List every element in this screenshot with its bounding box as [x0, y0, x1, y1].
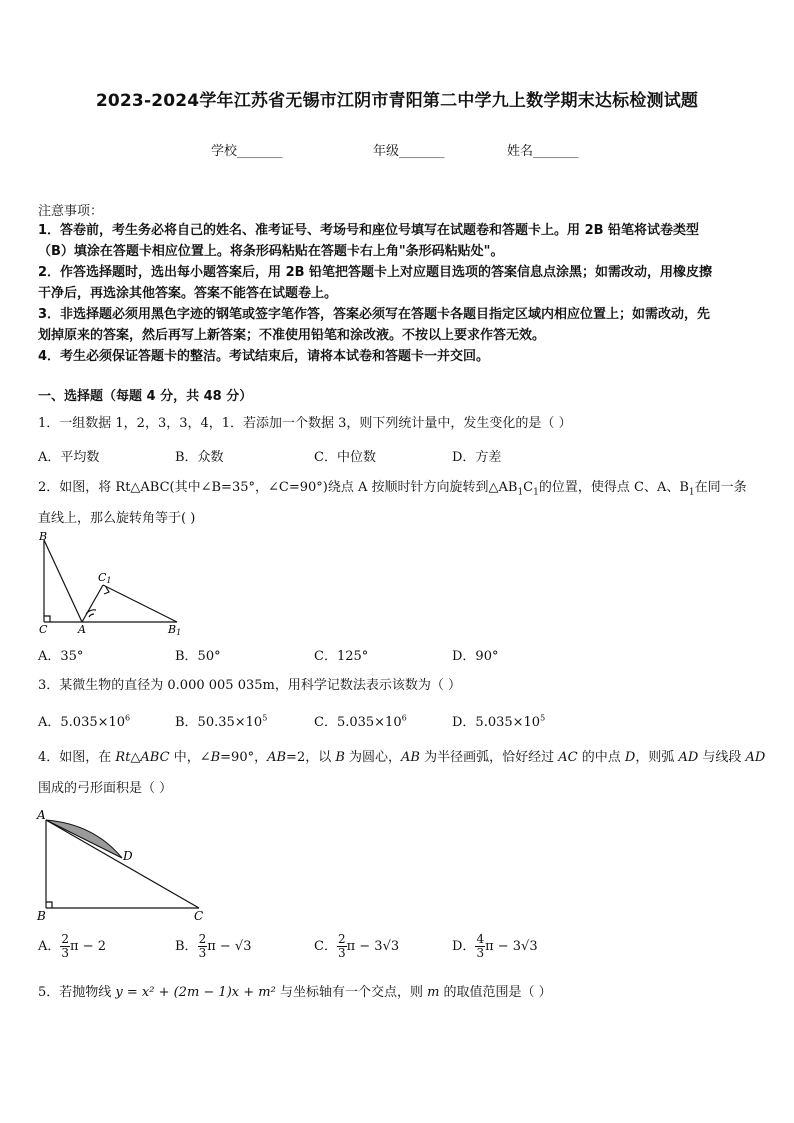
q2-side-ba [44, 540, 82, 622]
name-field: 姓名_______ [507, 144, 579, 159]
section-heading: 一、选择题（每题 4 分，共 48 分） [38, 389, 253, 404]
q2-rotation-arc-inner [89, 614, 94, 617]
question-4-stem-line-2: 围成的弓形面积是（ ） [38, 781, 173, 796]
q3-option-a: A．$5.035\times 10^6$ [38, 713, 131, 730]
notice-line-5: 3．非选择题必须用黑色字迹的钢笔或签字笔作答，答案必须写在答题卡各题目指定区域内相应位置上；如需改动，先 [38, 307, 711, 322]
q2-label-c: C [39, 623, 48, 636]
q3-option-b: B．$50.35\times 10^5$ [175, 713, 268, 730]
q1-option-d: D．方差 [452, 450, 502, 465]
q3-option-c: C．$5.035\times 10^6$ [314, 713, 407, 730]
q4-option-c: C． $\frac{2}{3}$ π − 3√3 [314, 932, 400, 960]
question-2-stem-line-2: 直线上，那么旋转角等于( ) [38, 511, 196, 526]
notice-line-1: 1．答卷前，考生务必将自己的姓名、准考证号、考场号和座位号填写在试题卷和答题卡上。用 2B 铅笔将试卷类型 [38, 223, 700, 238]
q4-side-ac [46, 820, 199, 908]
q2-option-a: A．35° [38, 649, 84, 664]
q4-shaded-segment [46, 820, 122, 858]
question-1-stem: 1．一组数据 1，2，3，3，4，1．若添加一个数据 3，则下列统计量中，发生变化的是（ ） [38, 416, 572, 431]
q2-label-b1: B1 [168, 623, 182, 637]
notice-line-3: 2．作答选择题时，选出每小题答案后，用 2B 铅笔把答题卡上对应题目选项的答案信息点涂黑；如需改动，用橡皮擦 [38, 265, 713, 280]
q4-option-d: D． $\frac{4}{3}$ π − 3√3 [452, 932, 538, 960]
notice-heading: 注意事项： [38, 204, 104, 219]
question-3-stem: 3．某微生物的直径为 0.000 005 035m，用科学记数法表示该数为（ ） [38, 678, 461, 693]
grade-field: 年级_______ [373, 144, 445, 159]
page-title: 2023-2024学年江苏省无锡市江阴市青阳第二中学九上数学期末达标检测试题 [95, 91, 699, 111]
question-5-stem: 5．若抛物线 y = x² + (2m − 1)x + m² 与坐标轴有一个交点，则 m 的取值范围是（ ） [38, 985, 552, 1000]
q4-option-a: A． $\frac{2}{3}$ π − 2 [38, 932, 107, 960]
notice-line-4: 干净后，再选涂其他答案。答案不能答在试题卷上。 [38, 286, 338, 301]
q4-option-b: B． $\frac{2}{3}$ π − √3 [175, 932, 252, 960]
notice-line-2: （B）填涂在答题卡相应位置上。将条形码粘贴在答题卡右上角"条形码粘贴处"。 [38, 244, 504, 259]
q2-right-angle-c [44, 616, 50, 622]
q4-figure [34, 808, 214, 926]
notice-line-7: 4．考生必须保证答题卡的整洁。考试结束后，请将本试卷和答题卡一并交回。 [38, 349, 490, 364]
q4-label-c: C [194, 909, 204, 923]
q2-option-d: D．90° [452, 649, 499, 664]
q2-side-c1b1 [103, 585, 177, 622]
q1-option-a: A．平均数 [38, 450, 100, 465]
q2-option-b: B．50° [175, 649, 221, 664]
q2-option-c: C．125° [314, 649, 369, 664]
q2-label-a: A [78, 623, 86, 636]
q1-option-c: C．中位数 [314, 450, 376, 465]
q3-option-d: D．$5.035\times 10^5$ [452, 713, 546, 730]
q4-label-b: B [37, 909, 46, 923]
q1-option-b: B．众数 [175, 450, 224, 465]
q2-side-ac1 [82, 585, 103, 622]
q2-figure [34, 530, 184, 640]
school-field: 学校_______ [211, 144, 283, 159]
q4-right-angle-b [46, 902, 52, 908]
q4-label-d: D [123, 849, 133, 863]
q2-label-c1: C1 [98, 571, 112, 585]
q2-label-b: B [39, 530, 48, 543]
notice-line-6: 划掉原来的答案，然后再写上新答案；不准使用铅笔和涂改液。不按以上要求作答无效。 [38, 328, 546, 343]
question-4-stem: 4．如图，在 Rt△ABC 中，∠B=90°，AB=2，以 B 为圆心，AB 为半径画弧，恰好经过 AC 的中点 D，则弧 AD 与线段 AD [38, 750, 766, 765]
q4-label-a: A [37, 808, 46, 822]
question-2-stem: 2．如图，将 Rt△ABC(其中∠B=35°，∠C=90°)绕点 A 按顺时针方向旋转到$\triangle AB_1C_1$的位置，使得点 C、A、$B_1$在同一条 [38, 480, 747, 498]
